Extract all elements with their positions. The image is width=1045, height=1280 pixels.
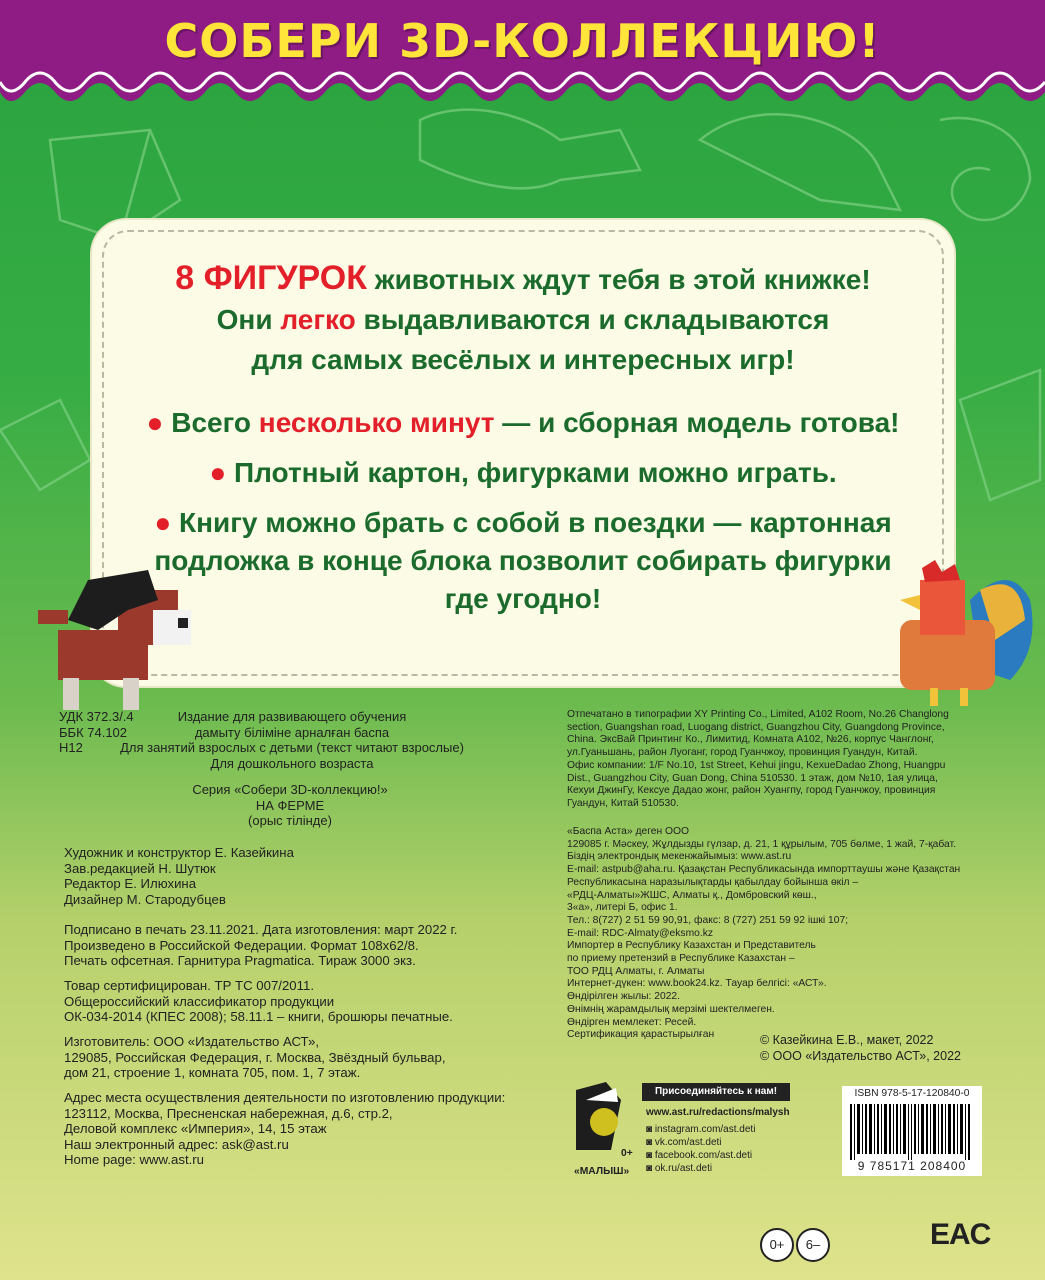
ok-link[interactable]	[646, 1162, 712, 1175]
intro-lead: 8 ФИГУРОК	[175, 259, 367, 297]
isbn: ISBN 978-5-17-120840-0	[854, 1088, 970, 1099]
intro-line2-red: легко	[280, 304, 356, 335]
certification-info: Товар сертифицирован. ТР ТС 007/2011. Общероссийский классификатор продукции ОК-034-2014 (КПЕС 2008); 58.11.1 – книги, брошюры печатные.	[64, 978, 453, 1024]
ok-text: ok.ru/ast.deti	[654, 1163, 713, 1174]
facebook-link[interactable]	[646, 1149, 752, 1162]
social-heading: Присоединяйтесь к нам!	[642, 1083, 790, 1101]
facebook-text: facebook.com/ast.deti	[654, 1150, 753, 1161]
facebook-icon: ◙	[646, 1150, 655, 1161]
intro-line3: для самых весёлых и интересных игр!	[251, 344, 795, 375]
instagram-text: instagram.com/ast.deti	[654, 1124, 756, 1135]
instagram-link[interactable]	[646, 1123, 755, 1136]
ok-icon: ◙	[646, 1163, 655, 1174]
bullet-dot-icon: ●	[154, 507, 172, 538]
manufacturer-info: Изготовитель: ООО «Издательство АСТ», 129085, Российская Федерация, г. Москва, Звёздный бульвар, дом 21, строение 1, комната 705, пом. 1, 7 этаж.	[64, 1034, 446, 1080]
intro-text	[92, 258, 954, 380]
age-mark-6: 6–	[796, 1228, 830, 1262]
bullet-dot-icon: ●	[146, 407, 164, 438]
intro-line1: животных ждут тебя в этой книжке!	[366, 264, 871, 295]
rooster-illustration	[880, 560, 1045, 710]
credits-text: Художник и конструктор Е. Казейкина Зав.редакцией Н. Шутюк Редактор Е. Илюхина Дизайнер М. Стародубцев	[64, 845, 294, 907]
intro-line2-b: выдавливаются и складываются	[355, 304, 830, 335]
logo-brand: «МАЛЫШ»	[574, 1166, 630, 1177]
barcode	[842, 1086, 982, 1176]
malysh-logo	[566, 1080, 638, 1180]
age-mark-0: 0+	[760, 1228, 794, 1262]
bullet-2	[92, 454, 954, 492]
print-info: Подписано в печать 23.11.2021. Дата изготовления: март 2022 г. Произведено в Российской Федерации. Формат 108х62/8. Печать офсетная. Гарнитура Pragmatica. Тираж 3000 экз.	[64, 922, 458, 968]
page-title: СОБЕРИ 3D-КОЛЛЕКЦИЮ!	[164, 14, 881, 68]
instagram-icon: ◙	[646, 1124, 655, 1135]
logo-age: 0+	[621, 1148, 633, 1159]
info-card	[92, 220, 954, 686]
bullet-3-line2: подложка в конце блока позволит собирать фигурки	[154, 545, 892, 576]
social-site-link[interactable]: www.ast.ru/redactions/malysh	[646, 1107, 790, 1118]
copyright: © Казейкина Е.В., макет, 2022 © ООО «Издательство АСТ», 2022	[760, 1033, 961, 1063]
kazakhstan-info: «Баспа Аста» деген ООО 129085 г. Мәскеу, Жұлдызды гүлзар, д. 21, 1 құрылым, 705 бөлме, 1 жай, 7-қабат. Біздің электрондық мекенжайымыз: www.ast.ru E-mail: astpub@aha.ru. Қазақстан Республикасында импорттаушы және Қазақстан Республикасына наразылықтарды қабылдау бойынша өкіл – «РДЦ-Алматы»ЖШС, Алматы қ., Домбровский көш., 3«а», литері Б, офис 1. Тел.: 8(727) 2 51 59 90,91, факс: 8 (727) 251 59 92 ішкі 107; E-mail: RDC-Almaty@eksmo.kz Импортер в Республику Казахстан и Представитель по приему претензий в Республике Казахстан – ТОО РДЦ Алматы, г. Алматы Интернет-дүкен: www.book24.kz. Тауар белгісі: «АСТ». Өндірілген жылы: 2022. Өнімнің жарамдылық мерзімі шектелмеген. Өндірген мемлекет: Ресей. Сертификация қарастырылған	[567, 826, 961, 1041]
bullet-1-red: несколько минут	[258, 407, 495, 438]
dog-illustration	[28, 570, 198, 720]
bullet-2-text: Плотный картон, фигурками можно играть.	[226, 457, 837, 488]
address-info: Адрес места осуществления деятельности по изготовлению продукции: 123112, Москва, Пресненская набережная, д.6, стр.2, Деловой комплекс «Империя», 14, 15 этаж Наш электронный адрес: ask@ast.ru Home page: www.ast.ru	[64, 1090, 506, 1167]
bullet-1-b: — и сборная модель готова!	[494, 407, 900, 438]
bullet-3	[92, 504, 954, 618]
purpose-text: Издание для развивающего обучения дамыту біліміне арналған баспа Для занятий взрослых с детьми (текст читают взрослые) Для дошкольного возраста	[120, 709, 464, 771]
series-text: Серия «Собери 3D-коллекцию!» НА ФЕРМЕ (орыс тілінде)	[192, 782, 388, 828]
barcode-bars	[850, 1104, 974, 1160]
udk-codes: УДК 372.3/.4 ББК 74.102 Н12	[59, 709, 134, 755]
intro-line2-a: Они	[216, 304, 281, 335]
bullet-3-line3: где угодно!	[444, 583, 602, 614]
barcode-digits: 9 785171 208400	[857, 1159, 967, 1173]
vk-text: vk.com/ast.deti	[654, 1137, 722, 1148]
eac-mark: EAC	[930, 1218, 991, 1251]
bullet-1-a: Всего	[163, 407, 259, 438]
bullet-3-line1: Книгу можно брать с собой в поездки — картонная	[171, 507, 892, 538]
bullet-dot-icon: ●	[209, 457, 227, 488]
printer-info: Отпечатано в типографии XY Printing Co., Limited, A102 Room, No.26 Changlong section, Guangshan road, Luogang district, Guangzhou City, Guangdong Province, China. ЭксВай Принтинг Ко., Лимитид, Комната A102, №26, корпус Чанглонг, ул.Гуаньшань, район Луоганг, город Гуанчжоу, провинция Гуандун, Китай. Офис компании: 1/F No.10, 1st Street, Kehui jingu, KexueDadao Zhong, Huangpu Dist., Guangzhou City, Guan Dong, China 510530. 1 этаж, дом №10, 1ая улица, Кехуи ДжинГу, Кексуе Дадао жонг, район Хуангпу, город Гуанчжоу, провинция Гуандун, Китай 510530.	[567, 709, 949, 809]
vk-icon: ◙	[646, 1137, 655, 1148]
bullet-1	[92, 404, 954, 442]
vk-link[interactable]	[646, 1136, 722, 1149]
